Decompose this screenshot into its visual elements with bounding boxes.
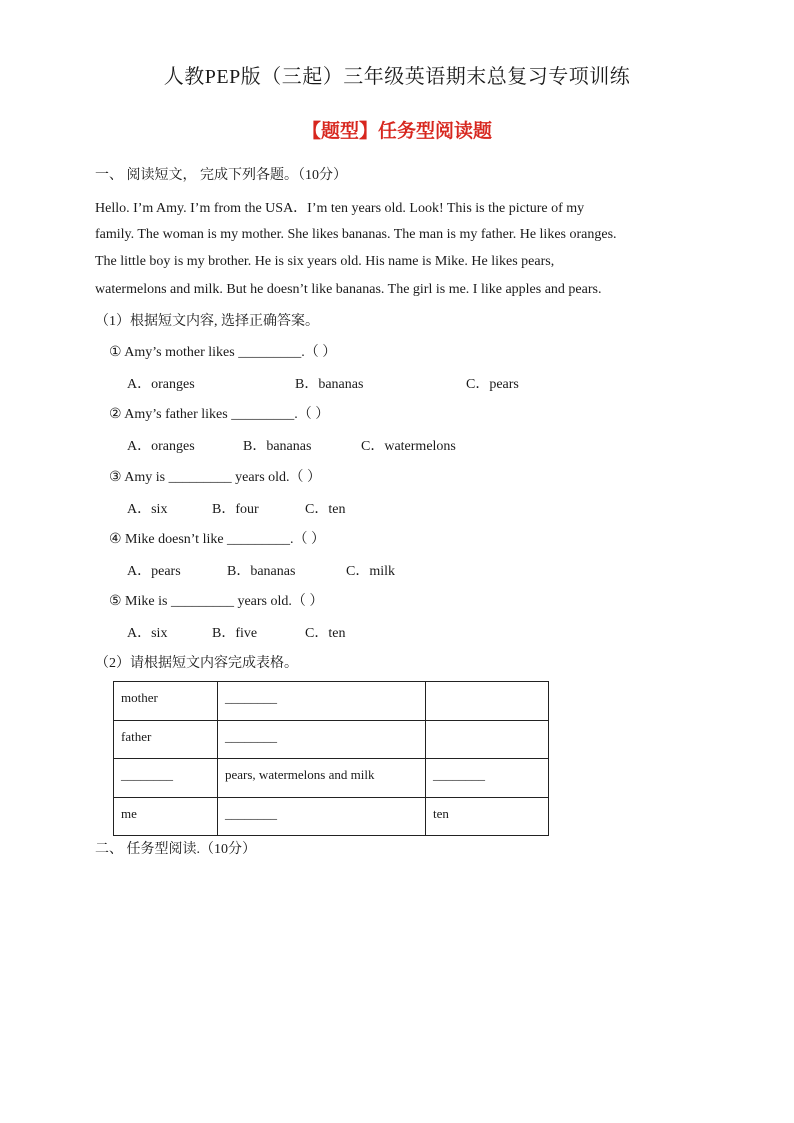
part-2-heading: （2）请根据短文内容完成表格。 [95, 656, 298, 671]
table-cell: me [114, 797, 218, 836]
option-c: C．milk [346, 564, 396, 579]
section-1-heading: 一、 阅读短文， 完成下列各题。（10分） [95, 168, 347, 183]
question-type-subtitle: 【题型】任务型阅读题 [301, 120, 492, 142]
table-row [114, 759, 549, 798]
option-c: C．pears [466, 377, 519, 392]
option-c: C．watermelons [361, 439, 456, 454]
question-stem: ① Amy’s mother likes _________.（ ） [109, 345, 337, 360]
option-a: A．pears [127, 564, 181, 579]
table-row [114, 682, 549, 721]
passage-line: The little boy is my brother. He is six years old. His name is Mike. He likes pears, [95, 254, 555, 269]
table-cell: mother [114, 682, 218, 721]
option-c: C．ten [305, 626, 346, 641]
question-stem: ④ Mike doesn’t like _________.（ ） [109, 532, 326, 547]
option-a: A．oranges [127, 439, 195, 454]
table-cell: ________ [218, 682, 426, 721]
table-cell [426, 682, 549, 721]
table-cell: ________ [114, 759, 218, 798]
section-2-heading: 二、 任务型阅读.（10分） [95, 842, 256, 857]
passage-line: Hello. I’m Amy. I’m from the USA．I’m ten years old. Look! This is the picture of my [95, 201, 585, 216]
table-cell: ________ [218, 797, 426, 836]
option-b: B．four [212, 502, 259, 517]
table-cell: ten [426, 797, 549, 836]
passage-line: watermelons and milk. But he doesn’t like bananas. The girl is me. I like apples and pears. [95, 282, 602, 297]
option-a: A．six [127, 626, 168, 641]
option-a: A．oranges [127, 377, 195, 392]
table-cell: pears, watermelons and milk [218, 759, 426, 798]
option-b: B．bananas [227, 564, 296, 579]
option-c: C．ten [305, 502, 346, 517]
page-title: 人教PEP版（三起）三年级英语期末总复习专项训练 [163, 66, 631, 88]
table-cell: ________ [218, 720, 426, 759]
table-row [114, 797, 549, 836]
option-b: B．five [212, 626, 258, 641]
question-stem: ⑤ Mike is _________ years old.（ ） [109, 594, 324, 609]
question-stem: ② Amy’s father likes _________.（ ） [109, 407, 330, 422]
table-cell: father [114, 720, 218, 759]
table-cell [426, 720, 549, 759]
table-cell: ________ [426, 759, 549, 798]
table-row [114, 720, 549, 759]
info-table [113, 681, 549, 836]
option-a: A．six [127, 502, 168, 517]
passage-line: family. The woman is my mother. She likes bananas. The man is my father. He likes oranges. [95, 227, 617, 242]
part-1-heading: （1）根据短文内容, 选择正确答案。 [95, 314, 319, 329]
option-b: B．bananas [295, 377, 364, 392]
option-b: B．bananas [243, 439, 312, 454]
question-stem: ③ Amy is _________ years old.（ ） [109, 470, 322, 485]
